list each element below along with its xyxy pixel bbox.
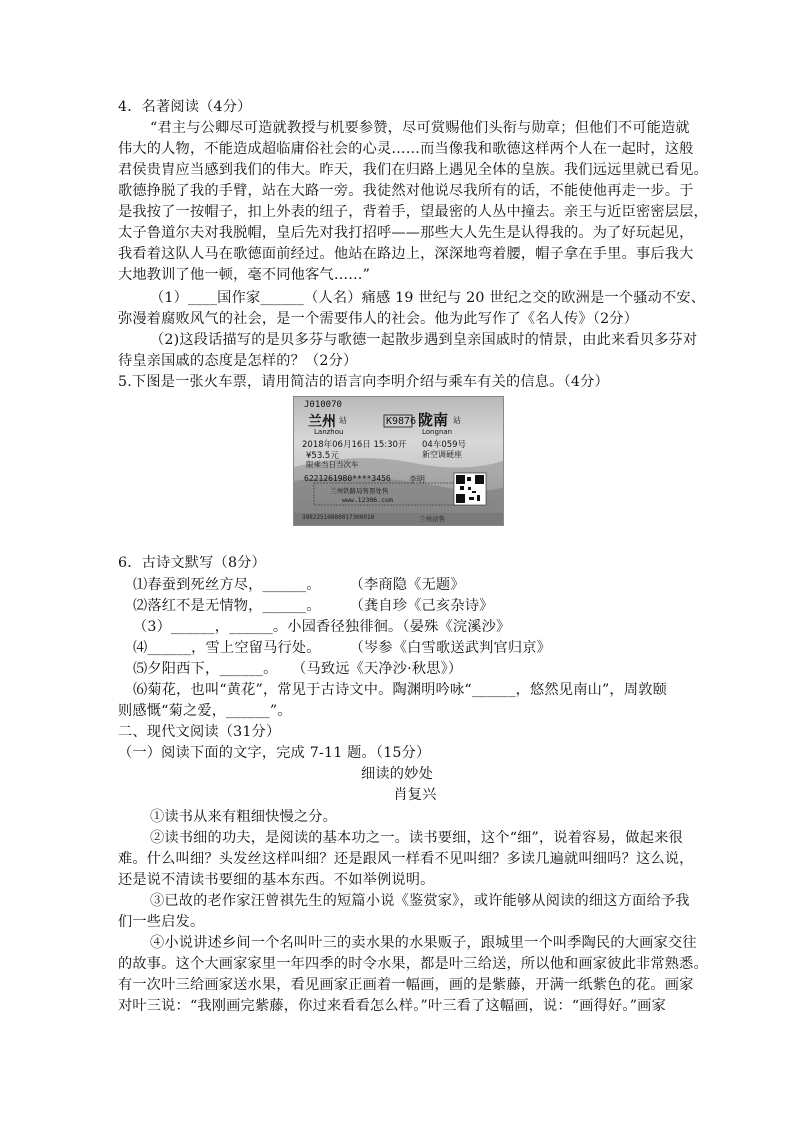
q4-passage-line: 是我按了一按帽子，扣上外表的纽子，背着手，望最密的人丛中撞去。亲王与近臣密密层层， <box>118 204 708 220</box>
article-author: 肖复兴 <box>393 787 437 803</box>
q5-title: 5.下图是一张火车票，请用简洁的语言向李明介绍与乘车有关的信息。（4分） <box>118 374 609 390</box>
q6-item: ⑵落红不是无情物，______。 （龚自珍《己亥杂诗》 <box>133 598 494 614</box>
ticket-station: 兰州站售 <box>419 515 445 523</box>
q4-sub1-cont: 弥漫着腐败风气的社会，是一个需要伟人的社会。他为此写作了《名人传》（2分） <box>118 311 639 327</box>
ticket-to-pinyin: Longnan <box>422 428 453 436</box>
q4-passage-line: 大地教训了他一顿，毫不同他客气……” <box>118 267 371 283</box>
ticket-notice: 兰州铁路局售票处售 <box>330 487 389 495</box>
paragraph-line: 们一些启发。 <box>118 914 205 930</box>
ticket-from-suffix: 站 <box>339 416 347 425</box>
ticket-serial: 39822510880017300010 <box>302 514 375 521</box>
ticket-price: ¥53.5元 <box>306 451 339 461</box>
paragraph-line: 对叶三说：“我刚画完紫藤，你过来看看怎么样。”叶三看了这幅画，说：“画得好。”画家 <box>118 998 666 1014</box>
ticket-datetime: 2018年06月16日 15:30开 <box>302 440 407 450</box>
q6-item: ⑹菊花，也叫“黄花”，常见于古诗文中。陶渊明吟咏“______，悠然见南山”，周敦颐 <box>133 682 667 698</box>
q4-passage-line: 伟大的人物，不能造成超临庸俗社会的心灵……而当像我和歌德这样两个人在一起时，这般 <box>118 141 694 157</box>
ticket-website: www.12306.com <box>342 496 393 504</box>
q6-item: ⑴春蚕到死丝方尽，______。 （李商隐《无题》 <box>133 577 465 593</box>
paragraph-line: ④小说讲述乡间一个名叫叶三的卖水果的水果贩子，跟城里一个叫季陶民的大画家交往 <box>150 935 697 951</box>
paragraph-line: ③已故的老作家汪曾祺先生的短篇小说《鉴赏家》，或许能够从阅读的细这方面给予我 <box>150 893 690 909</box>
ticket-from-pinyin: Lanzhou <box>314 428 344 436</box>
paragraph-line: ②读书细的功夫，是阅读的基本功之一。读书要细，这个“细”，说着容易，做起来很 <box>150 830 683 846</box>
ticket-seat: 04车059号 <box>422 440 467 450</box>
q6-item-cont: 则感慨“菊之爱，______”。 <box>118 703 292 719</box>
q4-sub2: （2)这段话描写的是贝多芬与歌德一起散步遇到皇亲国戚时的情景，由此来看贝多芬对 <box>150 332 698 348</box>
q4-passage-line: “君主与公卿尽可造就教授与机要参赞，尽可赏赐他们头衔与勋章；但他们不可能造就 <box>150 120 690 136</box>
ticket-class: 新空调硬座 <box>422 450 462 459</box>
q4-passage-line: 太子鲁道尔夫对我脱帽，皇后先对我打招呼——那些大人先生是认得我的。为了好玩起见， <box>118 225 694 241</box>
ticket-from: 兰州 <box>308 414 336 430</box>
ticket-code: J010070 <box>304 400 342 410</box>
q4-sub1: （1）____国作家______（人名）痛感 19 世纪与 20 世纪之交的欧洲是一个骚动不安、 <box>150 290 706 306</box>
q4-passage-line: 歌德挣脱了我的手臂，站在大路一旁。我徒然对他说尽我所有的话，不能使他再走一步。于 <box>118 183 694 199</box>
paragraph-line: 的故事。这个大画家家里一年四季的时令水果，都是叶三给送，所以他和画家彼此非常熟悉。 <box>118 956 708 972</box>
ticket-id-number: 6221261980****3456 <box>304 474 391 483</box>
train-ticket-image <box>293 396 504 526</box>
q6-title: 6．古诗文默写（8分） <box>118 555 266 571</box>
paragraph-line: 还是说不清读书要细的基本东西。不如举例说明。 <box>118 872 435 888</box>
paragraph-line: 难。什么叫细？头发丝这样叫细？还是跟风一样看不见叫细？多读几遍就叫细吗？这么说， <box>118 851 694 867</box>
ticket-train-number: K9876 <box>386 416 417 427</box>
ticket-to-suffix: 站 <box>453 416 461 425</box>
q4-passage-line: 我看着这队人马在歌德面前经过。他站在路边上，深深地弯着腰，帽子拿在手里。事后我大 <box>118 246 694 262</box>
q6-item: ⑸夕阳西下，______。 （马致远《天净沙·秋思》） <box>133 661 463 677</box>
q6-item: ⑷______，雪上空留马行处。 （岑参《白雪歌送武判官归京》 <box>133 640 552 656</box>
q6-item: （3）______，______。小园香径独徘徊。（晏殊《浣溪沙》 <box>133 619 511 635</box>
part2-sub-title: （一）阅读下面的文字，完成 7-11 题。（15分） <box>118 745 431 761</box>
article-title: 细读的妙处 <box>361 766 433 782</box>
ticket-valid-note: 限乘当日当次车 <box>306 460 359 469</box>
part2-title: 二、现代文阅读（31分） <box>118 724 281 740</box>
paragraph-line: 有一次叶三给画家送水果，看见画家正画着一幅画，画的是紫藤，开满一纸紫色的花。画家 <box>118 977 694 993</box>
q4-passage-line: 君侯贵胄应当感到我们的伟大。昨天，我们在归路上遇见全体的皇族。我们远远里就已看见。 <box>118 162 708 178</box>
q4-title: 4．名著阅读（4分） <box>118 99 252 115</box>
paragraph-line: ①读书从来有粗细快慢之分。 <box>150 809 338 825</box>
q4-sub2-cont: 待皇亲国戚的态度是怎样的？（2分） <box>118 353 358 369</box>
ticket-passenger-name: 李明 <box>409 475 425 484</box>
ticket-to: 陇南 <box>418 411 449 429</box>
